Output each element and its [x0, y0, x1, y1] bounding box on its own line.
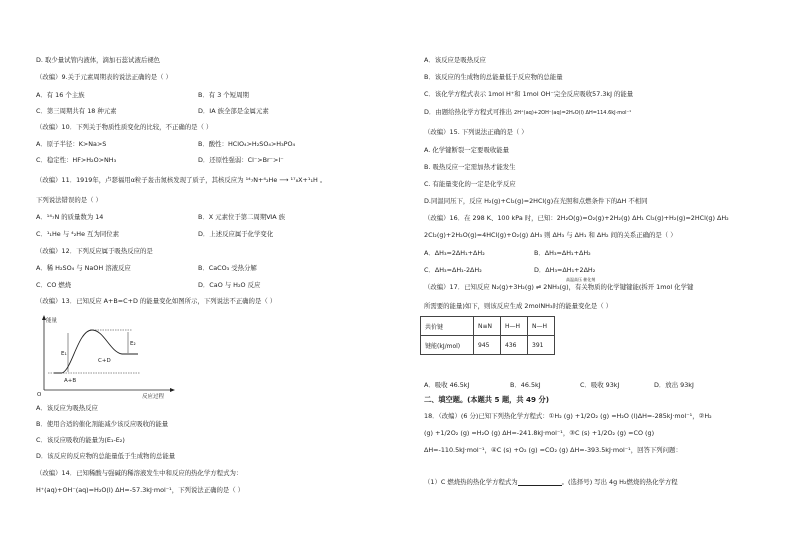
q18-stem: 18．（改编）(6 分)已知下列热化学方程式：①H₂ (g) +1/2O₂ (g) =H₂O (l)ΔH=-285kJ·mol⁻¹，②H₂ [424, 412, 712, 420]
bond-energy-table [420, 316, 555, 355]
x-axis-arrow-icon [170, 388, 175, 392]
q14-option-d-formula: 2H⁺(aq)+2OH⁻(aq)=2H₂O(l) ΔH=114.6kJ·mol⁻¹ [514, 110, 632, 116]
q16-option-d: D．ΔH₃=ΔH₁+2ΔH₂ [534, 266, 596, 274]
table-cell: N≡N [474, 317, 501, 336]
q8-option-d: D. 取少量试管内液体，滴加石蕊试液后褪色 [36, 56, 161, 64]
q16-option-c: C．ΔH₃=ΔH₁-2ΔH₂ [424, 266, 482, 274]
q13-option-b: B．使用合适的催化剂能减少该反应吸收的能量 [36, 420, 169, 428]
origin-label: O [37, 392, 42, 398]
q14-formula: H⁺(aq)+OH⁻(aq)=H₂O(l) ΔH=-57.3kJ·mol⁻¹，下列说法正确的是（ ） [36, 486, 245, 494]
q11-question: 下列说法错误的是（ ） [36, 196, 102, 204]
q17-option-d: D．放出 93kJ [654, 381, 694, 389]
table-cell: 键能(kJ/mol) [421, 336, 474, 355]
q11-stem: （改编）11．1919年，卢瑟福用α粒子轰击氮核发现了质子，其核反应为 ¹⁴₇N+⁴₂He ⟶ ¹⁷₈X+¹₁H 。 [36, 176, 327, 184]
q10-stem: （改编）10．下列关于物质性质变化的比较，不正确的是（ ） [36, 123, 213, 131]
q18-subquestion-1-tail: 。(选择号) 写出 4g H₂燃烧的热化学方程 [561, 478, 678, 486]
q14-option-a: A．该反应是吸热反应 [424, 56, 486, 64]
q18-stem-3: ΔH=-110.5kJ·mol⁻¹，④C (s) +O₂ (g) =CO₂ (g) ΔH=-393.5kJ·mol⁻¹，回答下列问题： [424, 446, 682, 454]
q16-stem: （改编）16．在 298 K、100 kPa 时，已知：2H₂O(g)=O₂(g)+2H₂(g) ΔH₁ Cl₂(g)+H₂(g)=2HCl(g) ΔH₂ [424, 214, 729, 222]
q15-option-c: C. 有能量变化的一定是化学反应 [424, 180, 516, 188]
x-axis-label: 反应过程 [142, 394, 165, 400]
table-cell: H—H [501, 317, 528, 336]
q16-option-b: B．ΔH₃=ΔH₁+ΔH₂ [534, 249, 591, 257]
answer-blank[interactable] [518, 479, 562, 486]
q9-stem: （改编）9.关于元素周期表的说法正确的是（ ） [36, 73, 172, 81]
q16-stem-2: 2Cl₂(g)+2H₂O(g)=4HCl(g)+O₂(g) ΔH₃ 则 ΔH₃ 与 ΔH₁ 和 ΔH₂ 间的关系正确的是（ ） [424, 231, 677, 239]
q9-option-a: A．有 16 个主族 [36, 91, 85, 99]
q13-option-a: A．该反应为吸热反应 [36, 404, 98, 412]
reactants-label: A+B [64, 378, 77, 384]
q18-stem-2: (g) +1/2O₂ (g) =H₂O (g) ΔH=-241.8kJ·mol⁻¹，③C (s) +1/2O₂ (g) =CO (g) [424, 429, 655, 437]
q15-option-b: B. 吸热反应一定需加热才能发生 [424, 163, 516, 171]
table-cell: 436 [501, 336, 528, 355]
q15-stem: （改编）15. 下列说法正确的是（ ） [424, 128, 528, 136]
q18-subquestion-1 [424, 478, 678, 486]
q16-option-a: A．ΔH₃=2ΔH₁+ΔH₂ [424, 249, 485, 257]
e1-label: E₁ [61, 351, 67, 357]
q13-option-c: C．该反应吸收的能量为(E₁-E₂) [36, 436, 125, 444]
q11-option-c: C．¹₁He 与 ⁴₂He 互为同位素 [36, 230, 120, 238]
section-heading: 二、填空题。(本题共 5 题，共 49 分) [424, 395, 550, 404]
q15-option-a: A. 化学键断裂一定要吸收能量 [424, 146, 510, 154]
q12-option-a: A．稀 H₂SO₄ 与 NaOH 溶液反应 [36, 264, 131, 272]
q12-option-c: C．CO 燃烧 [36, 281, 72, 289]
table-cell: 391 [528, 336, 555, 355]
q14-option-b: B．该反应的生成物的总能量低于反应物的总能量 [424, 73, 563, 81]
q13-stem: （改编）13．已知反应 A+B=C+D 的能量变化如图所示，下列说法不正确的是（ ） [36, 297, 277, 305]
q10-option-b: B．酸性：HClO₄>H₂SO₄>H₃PO₄ [198, 140, 296, 148]
q10-option-c: C．稳定性：HF>H₂O>NH₃ [36, 156, 117, 164]
energy-diagram [34, 312, 184, 400]
table-cell: 945 [474, 336, 501, 355]
q17-option-b: B．46.5kJ [510, 381, 541, 389]
q17-condition: 高温高压 催化剂 [566, 277, 596, 282]
q9-option-b: B．有 3 个短周期 [198, 91, 249, 99]
q15-option-d: D.同温同压下，反应 H₂(g)+Cl₂(g)=2HCl(g)在光照和点燃条件下的ΔH 不相同 [424, 197, 648, 205]
table-row [421, 336, 555, 355]
q14-option-d-text: D．由题给热化学方程式可推出 [424, 108, 512, 116]
y-axis-label: 能量 [46, 318, 58, 324]
q14-option-d [424, 108, 631, 117]
q17-option-c: C．吸收 93kJ [580, 381, 620, 389]
table-cell: 共价键 [421, 317, 474, 336]
e2-label: E₂ [130, 341, 136, 347]
q14-stem: （改编）14．已知稀酸与强碱的稀溶液发生中和反应的热化学方程式为： [36, 469, 243, 477]
q12-option-b: B．CaCO₃ 受热分解 [198, 264, 257, 272]
q12-stem: （改编）12．下列反应属于吸热反应的是 [36, 247, 153, 255]
q11-option-d: D．上述反应属于化学变化 [198, 230, 274, 238]
q9-option-d: D．IA 族全部是金属元素 [198, 107, 269, 115]
q17-stem: （改编）17．已知反应 N₂(g)+3H₂(g) ⇌ 2NH₃(g)，有关物质的化学键键能(拆开 1mol 化学键 [424, 283, 694, 291]
q11-option-a: A．¹⁴₇N 的质量数为 14 [36, 213, 104, 221]
q17-option-a: A．吸收 46.5kJ [424, 381, 470, 389]
q18-subquestion-1-text: （1）C 燃烧热的热化学方程式为 [424, 478, 518, 486]
q17-stem-2: 所需要的能量)如下，则该反应生成 2molNH₃时的能量变化是（ ） [424, 302, 613, 310]
q11-option-b: B．X 元素位于第二周期ⅥA 族 [198, 213, 285, 221]
q13-option-d: D．该反应的反应物的总能量低于生成物的总能量 [36, 452, 176, 460]
q9-option-c: C．第三周期共有 18 种元素 [36, 107, 117, 115]
q12-option-d: D．CaO 与 H₂O 反应 [198, 281, 261, 289]
q14-option-c: C．该化学方程式表示 1mol H⁺和 1mol OH⁻完全反应吸收57.3kJ 的能量 [424, 90, 634, 98]
q10-option-d: D．还原性强弱：Cl⁻>Br⁻>I⁻ [198, 156, 284, 164]
table-row [421, 317, 555, 336]
q10-option-a: A．原子半径：K>Na>S [36, 140, 107, 148]
products-label: C+D [98, 358, 111, 364]
table-cell: N—H [528, 317, 555, 336]
